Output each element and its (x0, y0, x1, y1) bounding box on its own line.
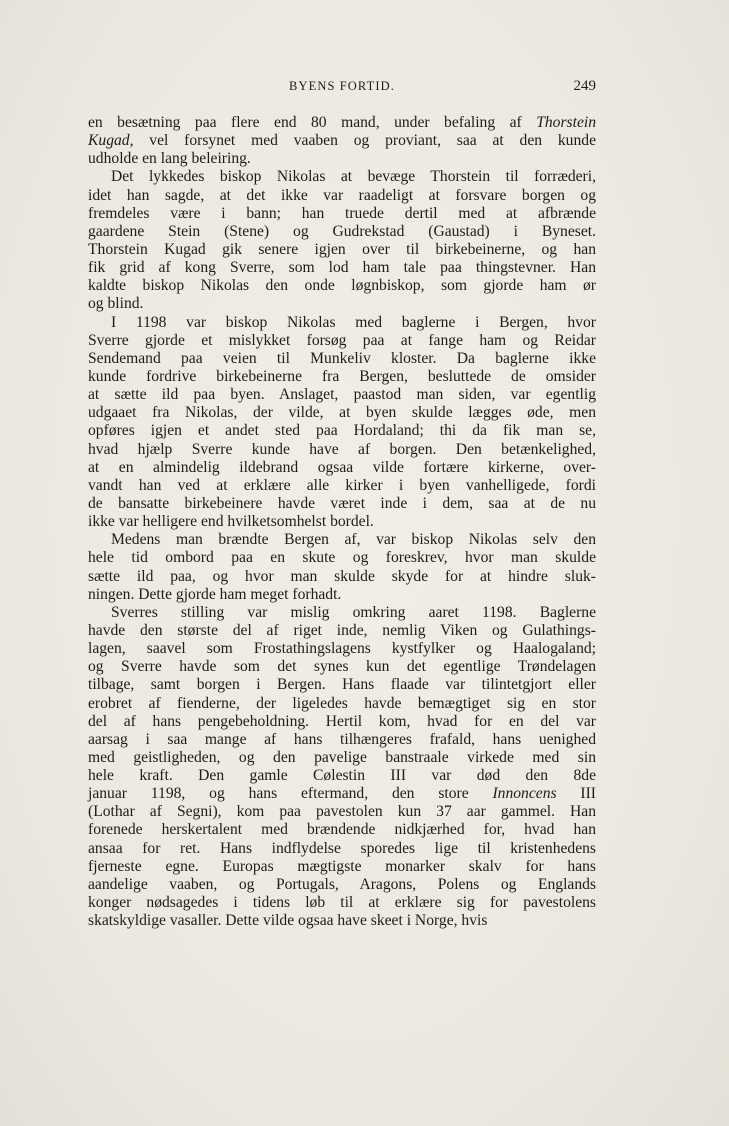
text-line: fjerneste egne. Europas mægtigste monarker skalv for hans (88, 857, 596, 875)
text-line: Sverre gjorde et mislykket forsøg paa at fange ham og Reidar (88, 331, 596, 349)
paragraph (88, 604, 596, 931)
body-text (88, 114, 596, 930)
text-line: Kugad, vel forsynet med vaaben og proviant, saa at den kunde (88, 132, 596, 150)
paragraph (88, 114, 596, 168)
text-line: fik grid af kong Sverre, som lod ham tale paa thingstevner. Han (88, 259, 596, 277)
text-line: januar 1198, og hans eftermand, den store Innoncens III (88, 785, 596, 803)
text-line: vandt han ved at erklære alle kirker i byen vanhelligede, fordi (88, 476, 596, 494)
paragraph (88, 531, 596, 604)
text-line: og Sverre havde som det synes kun det egentlige Trøndelagen (88, 658, 596, 676)
paragraph (88, 168, 596, 313)
text-line: og blind. (88, 295, 144, 313)
text-line: kaldte biskop Nikolas den onde løgnbiskop, som gjorde ham ør (88, 277, 596, 295)
text-line: I 1198 var biskop Nikolas med baglerne i Bergen, hvor (111, 313, 596, 331)
text-line: Sendemand paa veien til Munkeliv kloster. Da baglerne ikke (88, 349, 596, 367)
text-line: skatskyldige vasaller. Dette vilde ogsaa have skeet i Norge, hvis (88, 912, 488, 930)
text-line: opføres igjen et andet sted paa Hordaland; thi da fik man se, (88, 422, 596, 440)
text-line: udholde en lang beleiring. (88, 150, 251, 168)
italic-name: Kugad, (88, 132, 134, 150)
text-line: ningen. Dette gjorde ham meget forhadt. (88, 585, 342, 603)
text-line: aandelige vaaben, og Portugals, Aragons, Polens og Englands (88, 875, 596, 893)
text-line: hvad hjælp Sverre kunde have af borgen. Den betænkelighed, (88, 440, 596, 458)
italic-name: Thorstein (536, 114, 596, 131)
text-line: ikke var helligere end hvilketsomhelst bordel. (88, 513, 374, 531)
text-line: forenede herskertalent med brændende nidkjærhed for, hvad han (88, 821, 596, 839)
text-line: konger nødsagedes i tidens løb til at erklære sig for pavestolens (88, 894, 596, 912)
text-line: sætte ild paa, og hvor man skulde skyde for at hindre sluk- (88, 567, 596, 585)
text-line: Thorstein Kugad gik senere igjen over til birkebeinerne, og han (88, 240, 596, 258)
text-line: lagen, saavel som Frostathingslagens kystfylker og Haalogaland; (88, 640, 596, 658)
text-line: at sætte ild paa byen. Anslaget, paastod man siden, var egentlig (88, 386, 596, 404)
text-line: Det lykkedes biskop Nikolas at bevæge Thorstein til forræderi, (111, 168, 596, 186)
text-line: idet han sagde, at det ikke var raadeligt at forsvare borgen og (88, 186, 596, 204)
text-line: udgaaet fra Nikolas, der vilde, at byen skulde lægges øde, men (88, 404, 596, 422)
italic-name: Innoncens (492, 785, 557, 803)
text-line: (Lothar af Segni), kom paa pavestolen kun 37 aar gammel. Han (88, 803, 596, 821)
text-line: ansaa for ret. Hans indflydelse sporedes lige til kristenhedens (88, 839, 596, 857)
text-line: kunde fordrive birkebeinerne fra Bergen, besluttede de omsider (88, 367, 596, 385)
text-line: havde den største del af riget inde, nemlig Viken og Gulathings- (88, 621, 596, 639)
text-line: Sverres stilling var mislig omkring aaret 1198. Baglerne (111, 603, 596, 621)
text-line: hele kraft. Den gamle Cølestin III var død den 8de (88, 767, 596, 785)
text-line: erobret af fienderne, der ligeledes havde bemægtiget sig en stor (88, 694, 596, 712)
paragraph (88, 314, 596, 532)
text-line: at en almindelig ildebrand ogsaa vilde fortære kirkerne, over- (88, 458, 596, 476)
page-number: 249 (573, 78, 596, 94)
text-line: de bansatte birkebeinere havde været inde i dem, saa at de nu (88, 494, 596, 512)
text-line: gaardene Stein (Stene) og Gudrekstad (Gaustad) i Byneset. (88, 222, 596, 240)
text-line: med geistligheden, og den pavelige banstraale virkede med sin (88, 748, 596, 766)
text-line: Medens man brændte Bergen af, var biskop Nikolas selv den (111, 531, 596, 549)
text-line: hele tid ombord paa en skute og foreskrev, hvor man skulde (88, 549, 596, 567)
text-line: en besætning paa flere end 80 mand, under befaling af Thorstein (88, 114, 596, 131)
text-line: fremdeles være i bann; han truede dertil med at afbrænde (88, 204, 596, 222)
page-header (88, 79, 596, 97)
text-line: aarsag i saa mange af hans tilhængeres frafald, hans uenighed (88, 730, 596, 748)
text-line: tilbage, samt borgen i Bergen. Hans flaade var tilintetgjort eller (88, 676, 596, 694)
running-title: BYENS FORTID. (289, 79, 395, 93)
text-line: del af hans pengebeholdning. Hertil kom, hvad for en del var (88, 712, 596, 730)
